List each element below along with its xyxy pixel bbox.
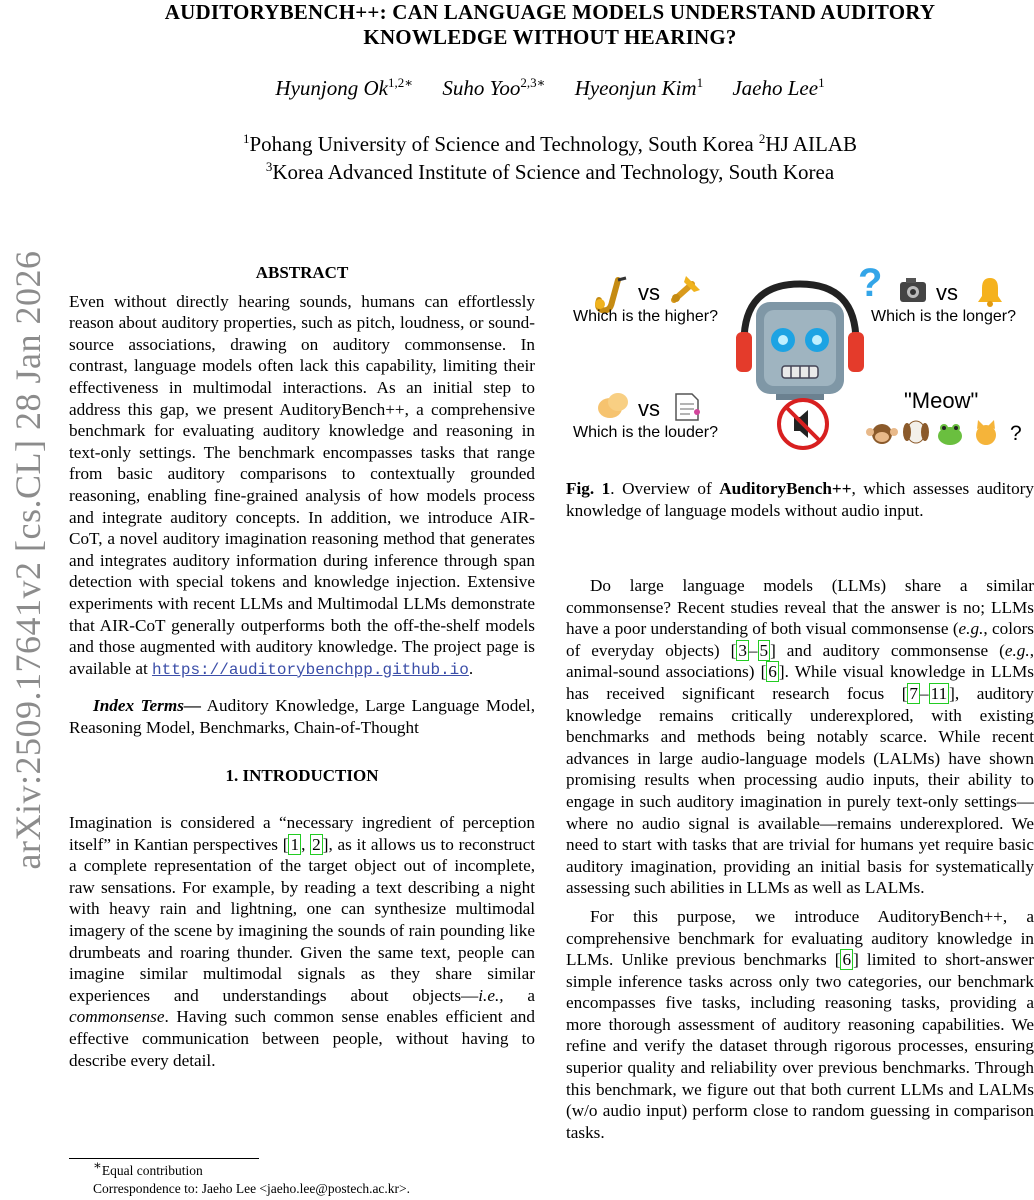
citation-link[interactable]: 6: [842, 950, 852, 970]
left-column: [69, 262, 535, 1071]
saxophone-icon: [595, 278, 626, 310]
trumpet-icon: [672, 276, 700, 302]
intro-paragraph: Imagination is considered a “necessary ingredient of perception itself” in Kantian perspectives [ 1 , 2 ], as it allows us to reconstruct a complete representation of the target object out of incomplete, raw sensations. For example, by reading a text describing a night with heavy rain and lightning, one can synthesize multimodal imagery of the scene by imagining the sounds of rain pounding like drumbeats and roaring thunder. Given the same text, people can imagine similar multimodal signals as they share similar experiences and understandings about objects—i.e., a commonsense. Having such common sense enables efficient and effective communication between people, without having to describe every detail.: [69, 813, 536, 1070]
meow-label: "Meow": [904, 388, 979, 413]
footnote-correspondence: Correspondence to: Jaeho Lee <jaeho.lee@postech.ac.kr>.: [93, 1181, 411, 1196]
index-terms: Index Terms— Auditory Knowledge, Large Language Model, Reasoning Model, Benchmarks, Chain-of-Thought: [69, 696, 536, 737]
figure-caption: Fig. 1. Overview of AuditoryBench++, which assesses auditory knowledge of language models without audio input.: [566, 479, 1034, 520]
bell-icon: [978, 278, 1002, 307]
citation-link[interactable]: 5: [759, 640, 769, 660]
animal-question: ?: [1010, 422, 1022, 445]
citation-link[interactable]: 7: [909, 683, 919, 703]
vs-label: vs: [936, 280, 958, 305]
arxiv-stamp: arXiv:2509.17641v2 [cs.CL] 28 Jan 2026: [8, 250, 48, 870]
footnotes: [69, 1157, 535, 1198]
label-higher: Which is the higher?: [573, 308, 718, 325]
monkey-icon: [866, 424, 898, 444]
citation-link[interactable]: 2: [312, 834, 321, 854]
document-icon: [676, 394, 700, 420]
cat-icon: [976, 420, 996, 445]
author: Hyunjong $Ok^{1,2∗}$: [275, 75, 414, 100]
affiliation-line-1: $^1$Pohang University of Science and Technology, South Korea $^2$HJ AILAB: [242, 131, 858, 156]
author: Hyeonjun Kim$^1$: [574, 75, 704, 100]
intro-heading: 1. INTRODUCTION: [225, 766, 379, 786]
affiliations: [70, 130, 1030, 186]
label-longer: Which is the longer?: [871, 308, 1016, 325]
abstract-text: Even without directly hearing sounds, humans can effortlessly reason about auditory properties, such as pitch, loudness, or sound-source associations, drawing on auditory commonsense. In contrast, language models often lack this capability, limiting their effectiveness in multimodal interactions. As an initial step to address this gap, we present AuditoryBench++, a comprehensive benchmark for evaluating auditory knowledge and reasoning in text-only settings. The benchmark encompasses tasks that range from basic auditory comparisons to contextually grounded reasoning, enabling fine-grained analysis of how models process and integrate auditory concepts. In addition, we introduce AIR-CoT, a novel auditory imagination reasoning method that generates and integrates auditory information during inference through span detection with special tokens and knowledge injection. Extensive experiments with recent LLMs and Multimodal LLMs demonstrate that AIR-CoT generally outperforms both the off-the-shelf models and those augmented with auditory knowledge. The project page is available at https://auditorybenchpp.github.io.: [69, 291, 535, 679]
author: Jaeho Lee$^1$: [732, 75, 825, 100]
right-column: [566, 575, 1034, 1143]
clapping-hands-icon: [598, 393, 628, 418]
author-list: [70, 76, 1030, 101]
vs-label: vs: [638, 280, 660, 305]
robot-icon: [736, 284, 864, 400]
citation-link[interactable]: 3: [738, 640, 747, 660]
frog-icon: [938, 424, 962, 445]
title-line-2: KNOWLEDGE WITHOUT HEARING?: [363, 25, 737, 49]
citation-link[interactable]: 1: [290, 834, 300, 854]
footnote-equal: ∗Equal contribution: [93, 1157, 203, 1178]
mute-speaker-icon: [779, 400, 827, 448]
project-page-link[interactable]: https://auditorybenchpp.github.io: [152, 660, 469, 679]
figure-1: [566, 262, 1034, 462]
intro-paragraph-2: Do large language models (LLMs) share a similar commonsense? Recent studies reveal that the answer is no; LLMs have a poor understanding of both visual commonsense (e.g., colors of everyday objects) [ 3 – 5 ] and auditory commonsense (e.g., animal-sound associations) [ 6 ]. While visual knowledge in LLMs has received significant research focus [ 7 – 11 ], auditory knowledge remains critically underexplored, with existing benchmarks and methods being notably scarce. While recent advances in large audio-language models (LALMs) have shown promising results when processing audio inputs, their ability to engage in such auditory imagination in purely text-only settings—where no audio signal is available—remains underexplored. We need to start with tasks that are trivial for humans yet require basic auditory imagination, providing an initial basis for systematically assessing such abilities in LLMs as well as LALMs.: [566, 576, 1034, 898]
question-mark-icon: ?: [858, 262, 883, 305]
vs-label: vs: [638, 396, 660, 421]
author: Suho Yoo$^{2,3∗}$: [442, 75, 546, 100]
abstract-heading: ABSTRACT: [255, 263, 349, 282]
label-louder: Which is the louder?: [573, 424, 718, 441]
paper-title: [70, 0, 1030, 50]
dog-icon: [903, 421, 929, 443]
affiliation-line-2: $^3$Korea Advanced Institute of Science and Technology, South Korea: [265, 159, 835, 184]
camera-icon: [900, 278, 926, 302]
arxiv-stamp-strip: [0, 0, 56, 1200]
intro-paragraph-3: For this purpose, we introduce AuditoryBench++, a comprehensive benchmark for evaluating auditory knowledge in LLMs. Unlike previous benchmarks [ 6 ] limited to short-answer simple inference tasks across only two categories, our benchmark encompasses five tasks, including reasoning tasks, providing a more thorough assessment of auditory reasoning capabilities. We refine and verify the dataset through rigorous processes, ensuring superior quality and reliability over previous benchmarks. Through this benchmark, we figure out that both current LLMs and LALMs (w/o audio input) perform close to random guessing in comparison tasks.: [566, 906, 1034, 1142]
citation-link[interactable]: 11: [930, 683, 948, 703]
title-line-1: AUDITORYBENCH++: CAN LANGUAGE MODELS UNDERSTAND AUDITORY: [164, 0, 936, 24]
citation-link[interactable]: 6: [768, 662, 777, 682]
